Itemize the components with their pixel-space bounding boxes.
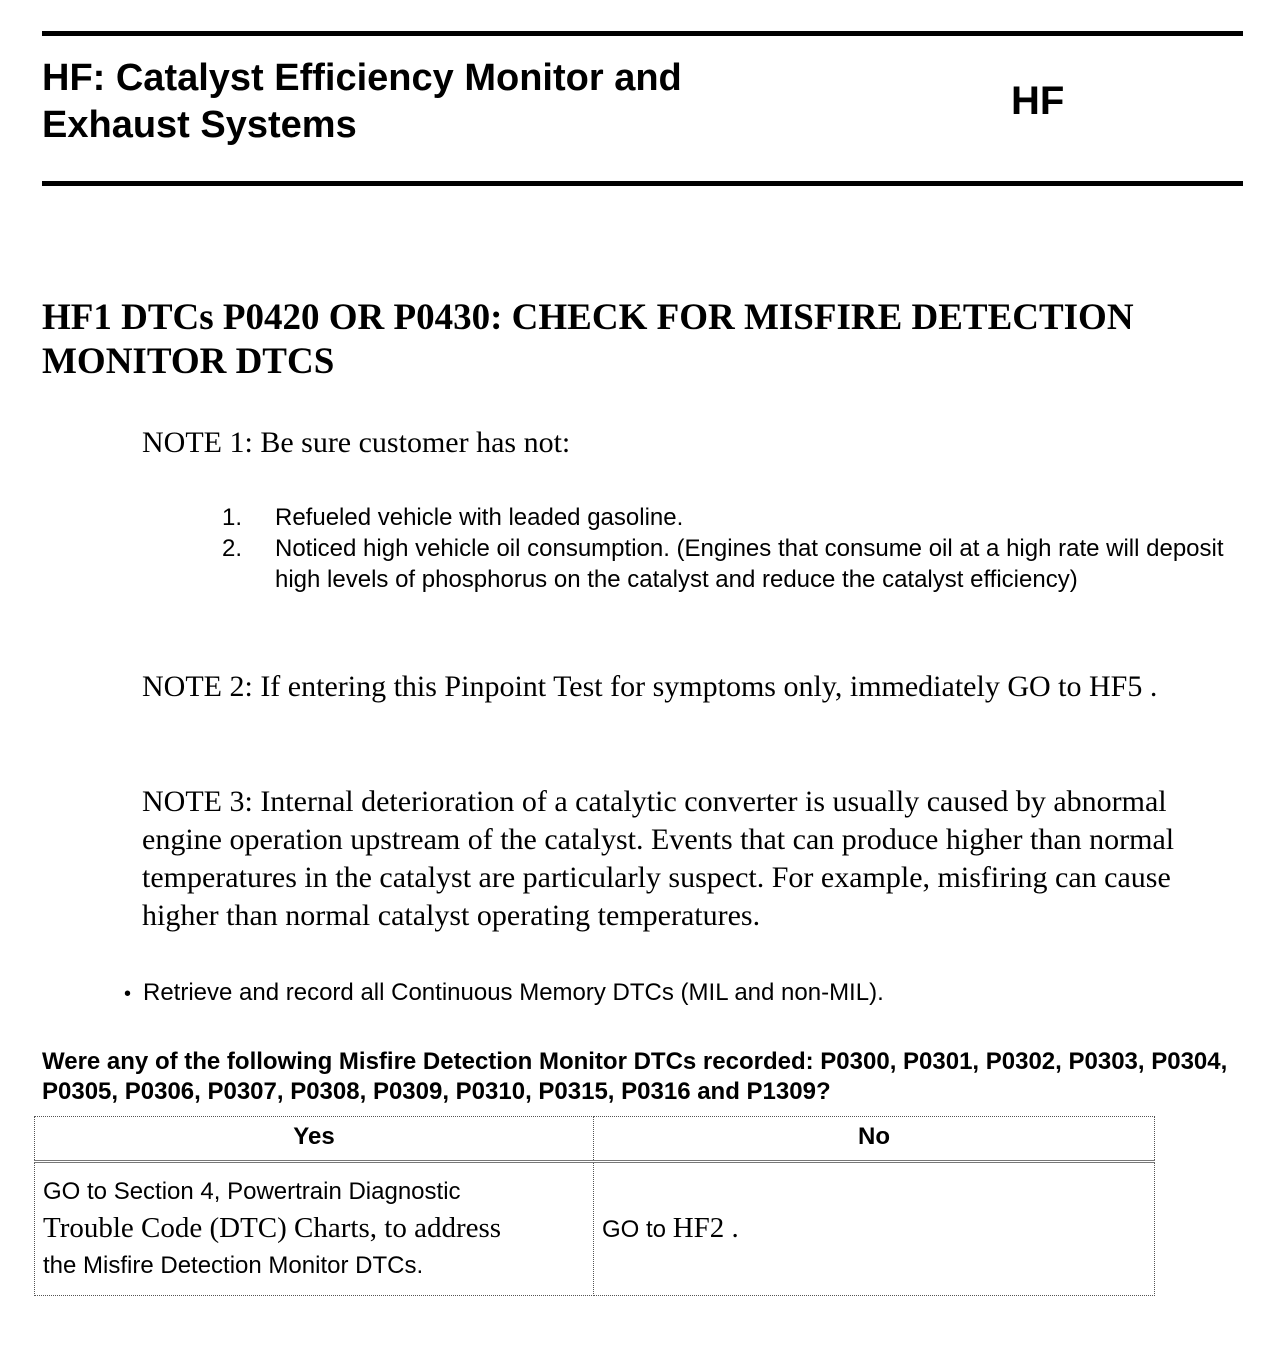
- list-item: [222, 533, 1252, 595]
- pinpoint-test-heading: HF1 DTCs P0420 OR P0430: CHECK FOR MISFIRE DETECTION MONITOR DTCS: [42, 297, 1134, 382]
- table-row: [35, 1162, 1155, 1296]
- note-2: NOTE 2: If entering this Pinpoint Test for symptoms only, immediately GO to HF5 .: [142, 670, 1158, 703]
- no-action-cell: [594, 1162, 1155, 1296]
- top-rule: [42, 31, 1243, 36]
- yes-action-line-2: Trouble Code (DTC) Charts, to address: [43, 1212, 502, 1244]
- note-1-list: [222, 502, 1252, 595]
- note-3: NOTE 3: Internal deterioration of a catalytic converter is usually caused by abnormal engine operation upstream of the catalyst. Events that can produce higher than normal temperatures in the catalyst are particularly suspect. For example, misfiring can cause higher than normal catalyst operating temperatures.: [142, 785, 1175, 932]
- bullet-icon: •: [124, 983, 132, 1005]
- procedure-step-text: Retrieve and record all Continuous Memory DTCs (MIL and non-MIL).: [143, 979, 884, 1006]
- no-column-header: No: [594, 1117, 1155, 1162]
- list-item-number: 1.: [222, 504, 243, 531]
- no-action-go-to: GO to: [602, 1216, 667, 1243]
- list-item-number: 2.: [222, 535, 243, 562]
- yes-action-cell: [35, 1162, 594, 1296]
- test-question: Were any of the following Misfire Detection Monitor DTCs recorded: P0300, P0301, P0302, P0303, P0304, P0305, P0306, P0307, P0308, P0309, P0310, P0315, P0316 and P1309?: [42, 1048, 1228, 1105]
- bottom-rule: [42, 181, 1243, 186]
- yes-column-header: Yes: [35, 1117, 594, 1162]
- yes-action-line-3: the Misfire Detection Monitor DTCs.: [43, 1252, 424, 1279]
- list-item-text: Noticed high vehicle oil consumption. (Engines that consume oil at a high rate will deposit high levels of phosphorus on the catalyst and reduce the catalyst efficiency): [275, 535, 1224, 593]
- note-1: NOTE 1: Be sure customer has not:: [142, 426, 571, 459]
- no-action-link-hf2[interactable]: HF2 .: [672, 1212, 739, 1244]
- list-item: [222, 502, 1252, 533]
- document-title: HF: Catalyst Efficiency Monitor and Exhaust Systems: [42, 57, 682, 146]
- procedure-step: [124, 978, 1224, 1009]
- section-code: HF: [1011, 79, 1065, 123]
- list-item-text: Refueled vehicle with leaded gasoline.: [275, 504, 684, 531]
- table-header-row: [35, 1117, 1155, 1162]
- answer-table: [34, 1116, 1155, 1296]
- yes-action-line-1: GO to Section 4, Powertrain Diagnostic: [43, 1178, 461, 1205]
